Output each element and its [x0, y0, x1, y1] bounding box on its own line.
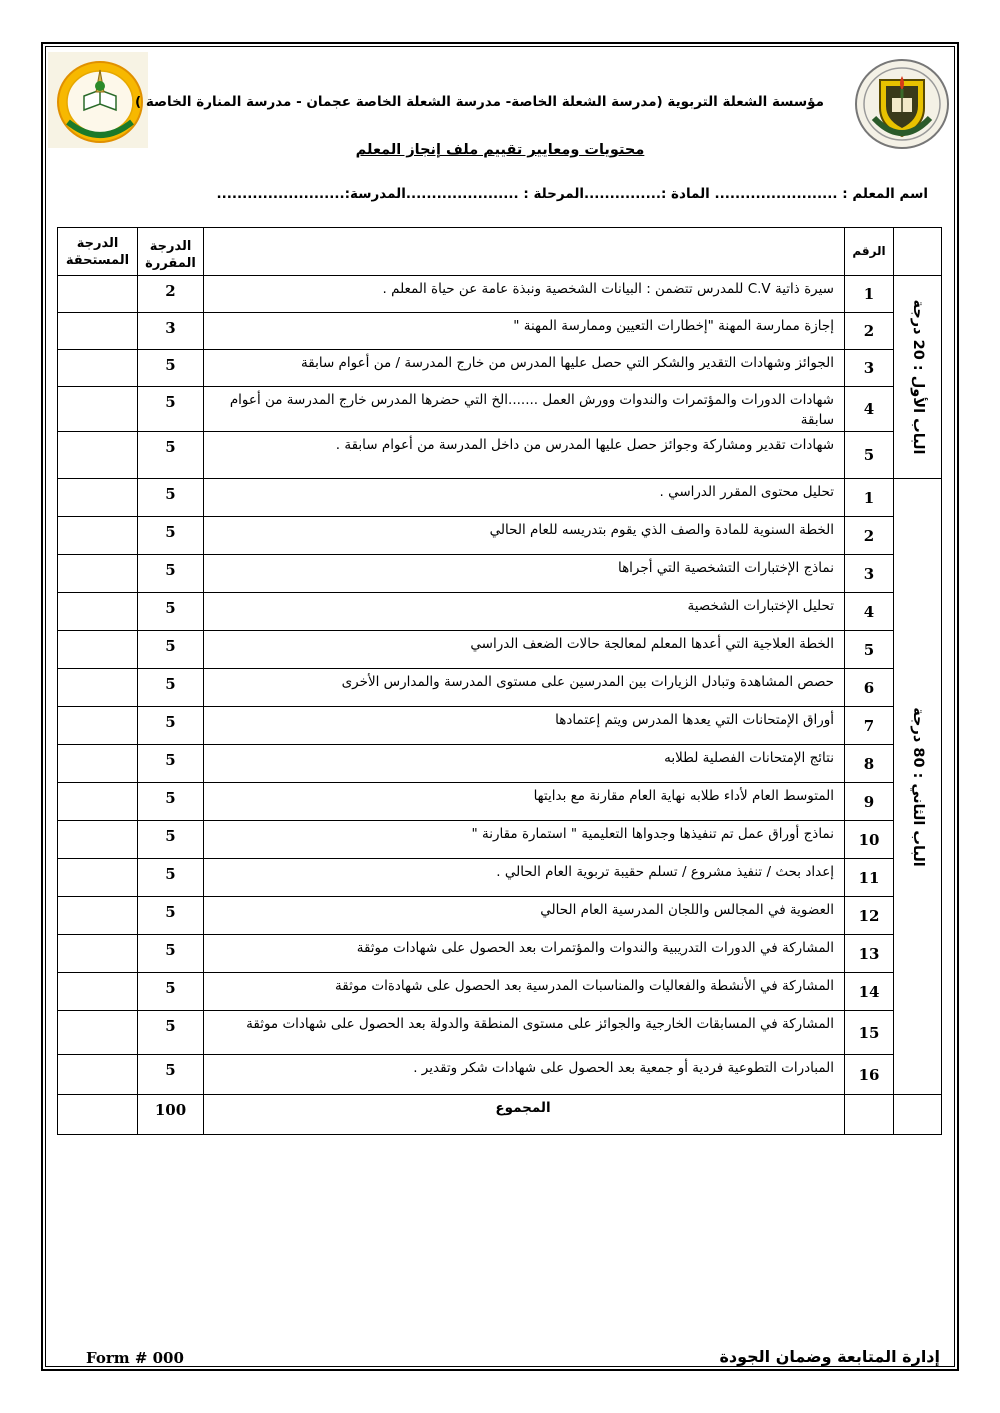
col-number-header: الرقم [845, 228, 894, 276]
row-max-score: 5 [138, 432, 204, 479]
row-description: حصص المشاهدة وتبادل الزيارات بين المدرسين على مستوى المدرسة والمدارس الأخرى [204, 669, 845, 707]
section1-label: الباب الأول : 20 درجة [909, 299, 926, 455]
row-description: تحليل الإختبارات الشخصية [204, 593, 845, 631]
section1-cell [894, 276, 942, 479]
row-description: المتوسط العام لأداء طلابه نهاية العام مقارنة مع بدايتها [204, 783, 845, 821]
row-number: 4 [845, 387, 894, 432]
row-max-score: 5 [138, 350, 204, 387]
row-max-score: 5 [138, 973, 204, 1011]
row-description: إعداد بحث / تنفيذ مشروع / تسلم حقيبة تربوية العام الحالي . [204, 859, 845, 897]
row-earned-score[interactable] [58, 783, 138, 821]
row-max-score: 5 [138, 517, 204, 555]
row-max-score: 5 [138, 387, 204, 432]
row-description: الخطة العلاجية التي أعدها المعلم لمعالجة حالات الضعف الدراسي [204, 631, 845, 669]
row-earned-score[interactable] [58, 631, 138, 669]
row-max-score: 5 [138, 783, 204, 821]
row-earned-score[interactable] [58, 479, 138, 517]
table-row [58, 707, 942, 745]
section2-cell [894, 479, 942, 1095]
table-row [58, 276, 942, 313]
row-number: 9 [845, 783, 894, 821]
table-row [58, 593, 942, 631]
row-number: 5 [845, 432, 894, 479]
row-earned-score[interactable] [58, 555, 138, 593]
row-earned-score[interactable] [58, 973, 138, 1011]
table-row [58, 745, 942, 783]
section2-label: الباب الثاني : 80 درجة [909, 706, 926, 867]
row-max-score: 5 [138, 707, 204, 745]
row-earned-score[interactable] [58, 350, 138, 387]
department-name: إدارة المتابعة وضمان الجودة [719, 1347, 940, 1366]
row-description: شهادات الدورات والمؤتمرات والندوات وورش العمل .......الخ التي حضرها المدرس خارج المدرسة من أعوام سابقة [204, 387, 845, 432]
col-earned-header: الدرجة المستحقة [58, 228, 138, 276]
col-max-header: الدرجة المقررة [138, 228, 204, 276]
table-row [58, 783, 942, 821]
table-row [58, 821, 942, 859]
row-description: العضوية في المجالس واللجان المدرسية العام الحالي [204, 897, 845, 935]
row-number: 11 [845, 859, 894, 897]
table-row [58, 555, 942, 593]
table-row [58, 432, 942, 479]
row-description: المبادرات التطوعية فردية أو جمعية بعد الحصول على شهادات شكر وتقدير . [204, 1055, 845, 1095]
table-row [58, 935, 942, 973]
table-row [58, 313, 942, 350]
row-earned-score[interactable] [58, 313, 138, 350]
row-number: 1 [845, 479, 894, 517]
row-description: أوراق الإمتحانات التي يعدها المدرس ويتم إعتمادها [204, 707, 845, 745]
table-row [58, 1055, 942, 1095]
row-max-score: 5 [138, 821, 204, 859]
total-earned-score[interactable] [58, 1095, 138, 1135]
row-description: إجازة ممارسة المهنة "إخطارات التعيين وممارسة المهنة " [204, 313, 845, 350]
evaluation-table [57, 227, 942, 1135]
row-earned-score[interactable] [58, 517, 138, 555]
row-number: 2 [845, 313, 894, 350]
row-max-score: 5 [138, 631, 204, 669]
row-description: الجوائز وشهادات التقدير والشكر التي حصل عليها المدرس من خارج المدرسة / من أعوام سابقة [204, 350, 845, 387]
row-description: نماذج الإختبارات التشخصية التي أجراها [204, 555, 845, 593]
row-number: 1 [845, 276, 894, 313]
row-max-score: 5 [138, 555, 204, 593]
row-earned-score[interactable] [58, 593, 138, 631]
row-max-score: 3 [138, 313, 204, 350]
row-earned-score[interactable] [58, 1055, 138, 1095]
row-earned-score[interactable] [58, 432, 138, 479]
row-earned-score[interactable] [58, 669, 138, 707]
total-section-cell [894, 1095, 942, 1135]
table-header-row [58, 228, 942, 276]
teacher-info-line: اسم المعلم : ........................ المادة :...............المرحلة : ......................المدرسة:......................... [216, 186, 928, 202]
row-earned-score[interactable] [58, 1011, 138, 1055]
row-max-score: 5 [138, 897, 204, 935]
row-description: الخطة السنوية للمادة والصف الذي يقوم بتدريسه للعام الحالي [204, 517, 845, 555]
table-row [58, 1011, 942, 1055]
row-max-score: 5 [138, 1055, 204, 1095]
row-description: المشاركة في الأنشطة والفعاليات والمناسبات المدرسية بعد الحصول على شهادةات موثقة [204, 973, 845, 1011]
row-description: تحليل محتوى المقرر الدراسي . [204, 479, 845, 517]
row-number: 10 [845, 821, 894, 859]
total-max-score: 100 [138, 1095, 204, 1135]
table-row [58, 897, 942, 935]
total-number-cell [845, 1095, 894, 1135]
row-max-score: 5 [138, 859, 204, 897]
total-row [58, 1095, 942, 1135]
table-row [58, 387, 942, 432]
row-description: نماذج أوراق عمل تم تنفيذها وجدواها التعليمية " استمارة مقارنة " [204, 821, 845, 859]
row-earned-score[interactable] [58, 387, 138, 432]
row-max-score: 5 [138, 745, 204, 783]
form-number: Form # 000 [86, 1349, 184, 1367]
row-earned-score[interactable] [58, 745, 138, 783]
total-label: المجموع [204, 1095, 845, 1135]
row-earned-score[interactable] [58, 859, 138, 897]
table-row [58, 669, 942, 707]
row-number: 13 [845, 935, 894, 973]
organization-line: مؤسسة الشعلة التربوية (مدرسة الشعلة الخاصة- مدرسة الشعلة الخاصة عجمان - مدرسة المنارة الخاصة ) [134, 94, 824, 110]
row-earned-score[interactable] [58, 276, 138, 313]
row-description: شهادات تقدير ومشاركة وجوائز حصل عليها المدرس من داخل المدرسة من أعوام سابقة . [204, 432, 845, 479]
row-max-score: 5 [138, 479, 204, 517]
row-number: 3 [845, 555, 894, 593]
table-row [58, 973, 942, 1011]
row-max-score: 2 [138, 276, 204, 313]
table-row [58, 631, 942, 669]
row-description: سيرة ذاتية C.V للمدرس تتضمن : البيانات الشخصية ونبذة عامة عن حياة المعلم . [204, 276, 845, 313]
col-description-header [204, 228, 845, 276]
table-row [58, 517, 942, 555]
school-logo-right [852, 56, 952, 152]
row-description: نتائج الإمتحانات الفصلية لطلابه [204, 745, 845, 783]
row-max-score: 5 [138, 935, 204, 973]
row-number: 2 [845, 517, 894, 555]
row-description: المشاركة في المسابقات الخارجية والجوائز على مستوى المنطقة والدولة بعد الحصول على شهادات موثقة [204, 1011, 845, 1055]
row-earned-score[interactable] [58, 935, 138, 973]
section-header-cell [894, 228, 942, 276]
row-earned-score[interactable] [58, 821, 138, 859]
row-number: 4 [845, 593, 894, 631]
row-number: 3 [845, 350, 894, 387]
page-title: محتويات ومعايير تقييم ملف إنجاز المعلم [355, 142, 645, 158]
row-earned-score[interactable] [58, 707, 138, 745]
row-max-score: 5 [138, 1011, 204, 1055]
row-number: 14 [845, 973, 894, 1011]
row-number: 8 [845, 745, 894, 783]
row-earned-score[interactable] [58, 897, 138, 935]
school-logo-left [48, 52, 148, 148]
table-row [58, 350, 942, 387]
row-number: 16 [845, 1055, 894, 1095]
table-row [58, 859, 942, 897]
table-row [58, 479, 942, 517]
row-number: 12 [845, 897, 894, 935]
row-max-score: 5 [138, 593, 204, 631]
row-description: المشاركة في الدورات التدريبية والندوات والمؤتمرات بعد الحصول على شهادات موثقة [204, 935, 845, 973]
row-max-score: 5 [138, 669, 204, 707]
row-number: 15 [845, 1011, 894, 1055]
row-number: 6 [845, 669, 894, 707]
row-number: 5 [845, 631, 894, 669]
row-number: 7 [845, 707, 894, 745]
